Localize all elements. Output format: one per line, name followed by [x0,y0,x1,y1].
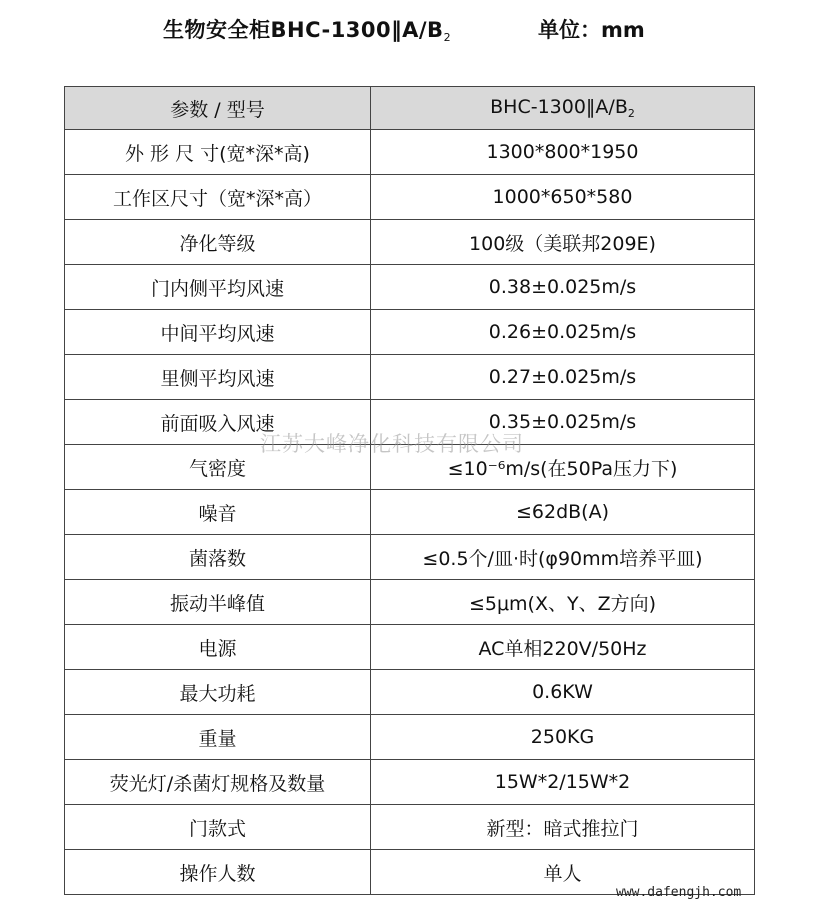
table-row [65,805,755,850]
header-model-subscript: 2 [627,107,635,120]
row-value: 新型：暗式推拉门 [371,805,755,850]
row-param: 工作区尺寸（宽*深*高） [65,175,371,220]
table-row [65,535,755,580]
table-row [65,715,755,760]
row-value: 15W*2/15W*2 [371,760,755,805]
row-value: 单人 [371,850,755,895]
table-row [65,625,755,670]
row-value: ≤5μm(X、Y、Z方向) [371,580,755,625]
table-row [65,175,755,220]
row-param: 气密度 [65,445,371,490]
row-value: 0.38±0.025m/s [371,265,755,310]
row-value: 1300*800*1950 [371,130,755,175]
row-param: 净化等级 [65,220,371,265]
row-value: ≤10⁻⁶m/s(在50Pa压力下) [371,445,755,490]
row-value: 0.27±0.025m/s [371,355,755,400]
row-param: 电源 [65,625,371,670]
table-row [65,580,755,625]
row-param: 振动半峰值 [65,580,371,625]
watermark: 江苏大峰净化科技有限公司 [260,432,524,456]
row-param: 最大功耗 [65,670,371,715]
row-param: 菌落数 [65,535,371,580]
row-param: 前面吸入风速 [65,400,371,445]
row-param: 中间平均风速 [65,310,371,355]
row-value: 0.6KW [371,670,755,715]
table-header-row [65,87,755,130]
row-value: 1000*650*580 [371,175,755,220]
table-row [65,220,755,265]
row-value: AC单相220V/50Hz [371,625,755,670]
table-row [65,355,755,400]
header-param: 参数 / 型号 [65,87,371,130]
table-row [65,130,755,175]
table-row [65,265,755,310]
row-value: 0.35±0.025m/s [371,400,755,445]
row-param: 门内侧平均风速 [65,265,371,310]
row-value: ≤62dB(A) [371,490,755,535]
row-value: 100级（美联邦209E) [371,220,755,265]
row-value: 0.26±0.025m/s [371,310,755,355]
row-param: 门款式 [65,805,371,850]
table-row [65,310,755,355]
page-title: 生物安全柜BHC-$1300‖A/B_2$ [163,18,452,44]
row-param: 操作人数 [65,850,371,895]
row-value: 250KG [371,715,755,760]
spec-table [64,86,755,895]
table-row [65,670,755,715]
row-param: 外 形 尺 寸(宽*深*高) [65,130,371,175]
website-url: www.dafengjh.com [616,885,742,900]
row-param: 重量 [65,715,371,760]
title-row [0,14,820,50]
row-param: 里侧平均风速 [65,355,371,400]
unit-label: 单位：mm [538,18,645,42]
table-row [65,490,755,535]
row-param: 噪音 [65,490,371,535]
table-row [65,760,755,805]
header-model: BHC-$1300‖A/B_2$ [371,87,755,130]
title-subscript: 2 [443,31,452,44]
table-row [65,400,755,445]
table-row [65,445,755,490]
row-param: 荧光灯/杀菌灯规格及数量 [65,760,371,805]
row-value: ≤0.5个/皿·时(φ90mm培养平皿) [371,535,755,580]
